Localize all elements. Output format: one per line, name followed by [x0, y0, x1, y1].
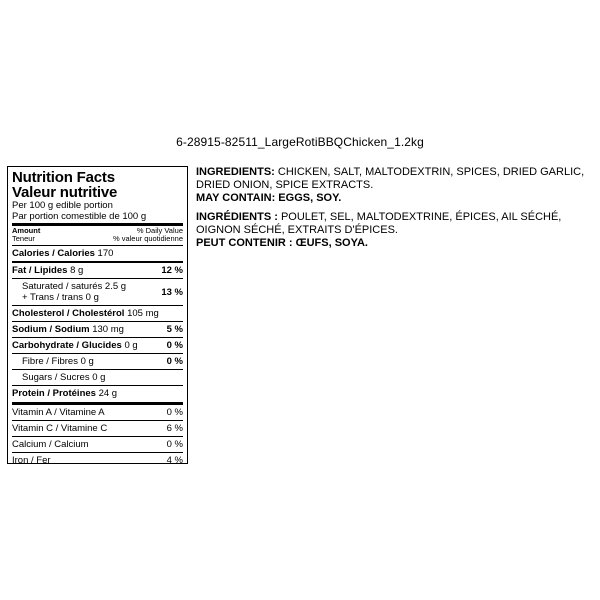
- ingredients-en-text: CHICKEN, SALT, MALTODEXTRIN, SPICES, DRIED GARLIC, DRIED ONION, SPICE EXTRACTS.: [196, 166, 585, 191]
- sodium-row: [12, 322, 183, 337]
- iron-row: [12, 453, 183, 468]
- sodium-label: Sodium / Sodium: [12, 324, 90, 335]
- saturated-trans-row: [12, 279, 183, 305]
- vitamin-c-row: [12, 421, 183, 436]
- carbohydrate-row: [12, 338, 183, 353]
- vitamin-a-row: [12, 405, 183, 420]
- calcium-row: [12, 437, 183, 452]
- ingredients-en: [196, 166, 596, 192]
- file-label: 6-28915-82511_LargeRotiBBQChicken_1.2kg: [176, 135, 424, 149]
- cholesterol-row: [12, 306, 183, 321]
- ingredients-fr: [196, 211, 596, 237]
- carb-label: Carbohydrate / Glucides: [12, 340, 122, 351]
- fat-dv: 12 %: [161, 265, 183, 276]
- saturated-label: Saturated / saturés: [22, 281, 103, 292]
- fibre-label: Fibre / Fibres: [22, 356, 78, 367]
- sugars-label: Sugars / Sucres: [22, 372, 90, 383]
- serving-size-en: Per 100 g edible portion: [12, 200, 113, 211]
- vitamin-c-dv: 6 %: [166, 423, 183, 434]
- vitamin-c-label: Vitamin C / Vitamine C: [12, 423, 108, 434]
- ingredients-block: [196, 166, 596, 250]
- calcium-label: Calcium / Calcium: [12, 439, 89, 450]
- nutrition-facts-panel: [7, 166, 188, 464]
- calcium-dv: 0 %: [166, 439, 183, 450]
- vitamin-a-dv: 0 %: [166, 407, 183, 418]
- carb-value: 0 g: [124, 340, 138, 351]
- sat-trans-dv: 13 %: [161, 286, 183, 298]
- fibre-dv: 0 %: [166, 356, 183, 367]
- calories-value: 170: [97, 248, 114, 259]
- ingredients-fr-heading: INGRÉDIENTS :: [196, 211, 278, 223]
- nutrition-title-fr: Valeur nutritive: [12, 184, 118, 201]
- iron-dv: 4 %: [166, 455, 183, 466]
- may-contain-fr: [196, 237, 596, 250]
- may-contain-en: [196, 192, 596, 205]
- calories-label: Calories / Calories: [12, 248, 95, 259]
- ingredients-fr-text: POULET, SEL, MALTODEXTRINE, ÉPICES, AIL SÉCHÉ, OIGNON SÉCHÉ, EXTRAITS D'ÉPICES.: [196, 211, 562, 236]
- fibre-row: [12, 354, 183, 369]
- protein-value: 24 g: [98, 388, 118, 399]
- trans-value: 0 g: [85, 292, 99, 303]
- dv-header-en: % Daily Value: [136, 226, 183, 235]
- nutrition-title-en: Nutrition Facts: [12, 169, 115, 186]
- serving-size-fr: Par portion comestible de 100 g: [12, 211, 147, 222]
- iron-label: Iron / Fer: [12, 455, 51, 466]
- saturated-value: 2.5 g: [104, 281, 127, 292]
- sugars-value: 0 g: [92, 372, 106, 383]
- ingredients-en-heading: INGREDIENTS:: [196, 166, 275, 178]
- protein-row: [12, 386, 183, 401]
- vitamin-a-label: Vitamin A / Vitamine A: [12, 407, 105, 418]
- calories-row: [12, 246, 183, 261]
- fibre-value: 0 g: [80, 356, 94, 367]
- column-headers: [12, 226, 183, 245]
- fat-row: [12, 263, 183, 278]
- trans-label: + Trans / trans: [22, 292, 83, 303]
- dv-header-fr: % valeur quotidienne: [112, 234, 183, 243]
- may-contain-fr-text: PEUT CONTENIR : ŒUFS, SOYA.: [196, 237, 368, 249]
- cholesterol-label: Cholesterol / Cholestérol: [12, 308, 125, 319]
- amount-header-en: Amount: [12, 226, 41, 235]
- sodium-value: 130 mg: [92, 324, 124, 335]
- may-contain-en-text: MAY CONTAIN: EGGS, SOY.: [196, 192, 342, 204]
- protein-label: Protein / Protéines: [12, 388, 96, 399]
- carb-dv: 0 %: [166, 340, 183, 351]
- amount-header-fr: Teneur: [12, 234, 35, 243]
- sugars-row: [12, 370, 183, 385]
- fat-value: 8 g: [70, 265, 84, 276]
- cholesterol-value: 105 mg: [127, 308, 159, 319]
- sodium-dv: 5 %: [166, 324, 183, 335]
- fat-label: Fat / Lipides: [12, 265, 68, 276]
